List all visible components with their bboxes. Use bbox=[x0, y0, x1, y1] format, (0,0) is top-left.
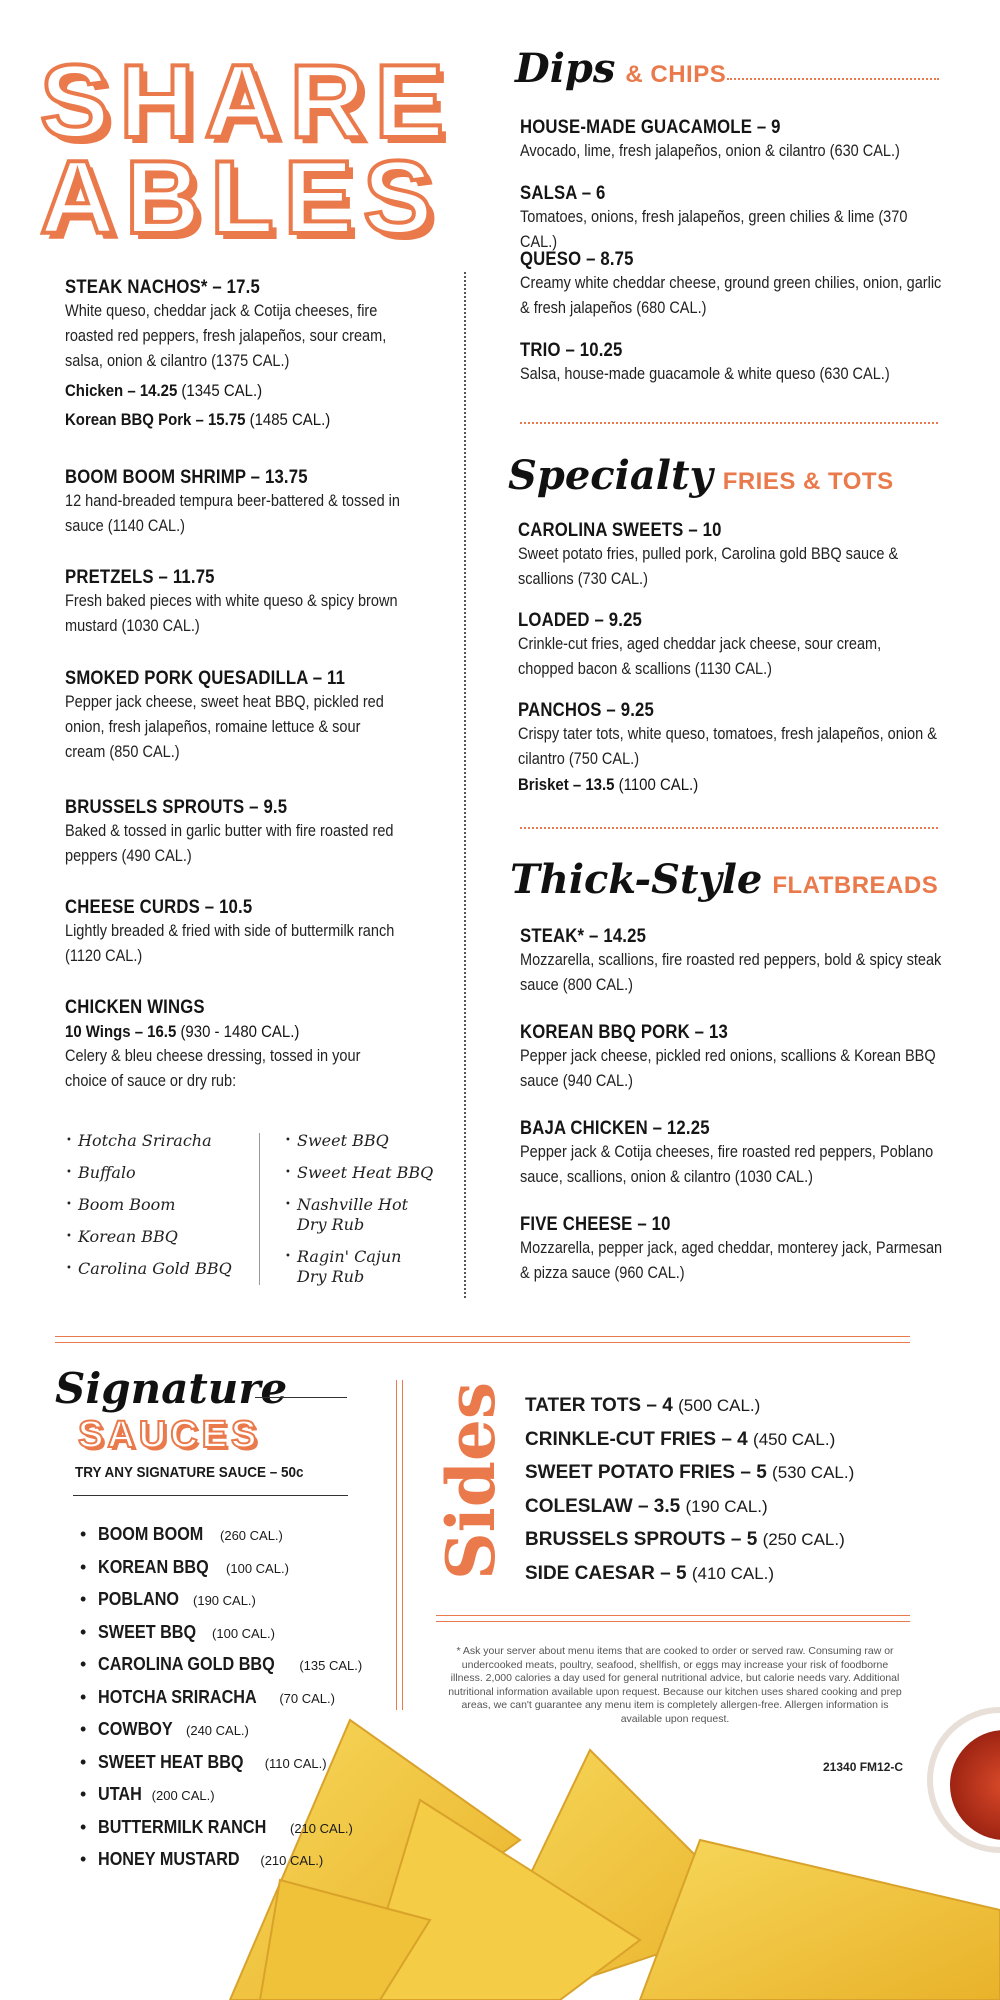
item-variant: Korean BBQ Pork – 15.75 (1485 CAL.) bbox=[65, 410, 331, 429]
item-desc: Crinkle-cut fries, aged cheddar jack cheese, sour cream, chopped bacon & scallions (1130 CAL.) bbox=[518, 635, 882, 678]
heading-caps: & CHIPS bbox=[625, 61, 727, 88]
menu-item-korean-bbq-pork-flatbread bbox=[520, 1022, 945, 1094]
wing-sauce-list-right bbox=[285, 1131, 435, 1299]
item-name: PRETZELS – 11.75 bbox=[65, 567, 215, 588]
wing-sauce-list-left bbox=[66, 1131, 256, 1291]
column-divider bbox=[464, 272, 466, 1298]
sauces-tagline: TRY ANY SIGNATURE SAUCE – 50c bbox=[75, 1464, 304, 1481]
list-item: SIDE CAESAR – 5 (410 CAL.) bbox=[525, 1562, 775, 1584]
list-item: BRUSSELS SPROUTS – 5 (250 CAL.) bbox=[525, 1529, 845, 1550]
item-name: FIVE CHEESE – 10 bbox=[520, 1214, 671, 1235]
item-name: CHEESE CURDS – 10.5 bbox=[65, 897, 253, 918]
menu-item-loaded bbox=[518, 610, 943, 682]
section-divider bbox=[520, 827, 938, 829]
item-desc: Salsa, house-made guacamole & white queso (630 CAL.) bbox=[520, 365, 890, 383]
item-desc: White queso, cheddar jack & Cotija cheeses, fire roasted red peppers, fresh jalapeños, sour cream, salsa, onion & cilantro (1375 CAL.) bbox=[65, 302, 387, 370]
item-name: SMOKED PORK QUESADILLA – 11 bbox=[65, 668, 346, 689]
list-item: COLESLAW – 3.5 (190 CAL.) bbox=[525, 1495, 768, 1517]
sides-divider bbox=[396, 1380, 397, 1710]
item-name: STEAK* – 14.25 bbox=[520, 926, 647, 947]
item-desc: Mozzarella, scallions, fire roasted red peppers, bold & spicy steak sauce (800 CAL.) bbox=[520, 951, 942, 994]
item-name: CHICKEN WINGS bbox=[65, 997, 205, 1018]
heading-rule bbox=[255, 1397, 347, 1398]
heading-rule bbox=[727, 78, 939, 80]
menu-item-chicken-wings bbox=[65, 997, 405, 1094]
list-item: • BOOM BOOM (260 CAL.) bbox=[78, 1519, 362, 1552]
list-item: • HOTCHA SRIRACHA (70 CAL.) bbox=[78, 1682, 362, 1715]
item-desc: Pepper jack cheese, sweet heat BBQ, pickled red onion, fresh jalapeños, romaine lettuce & sour cream (850 CAL.) bbox=[65, 693, 384, 761]
item-name: BOOM BOOM SHRIMP – 13.75 bbox=[65, 467, 308, 488]
item-name: SALSA – 6 bbox=[520, 183, 606, 204]
menu-item-brussels-sprouts bbox=[65, 797, 405, 869]
menu-item-cheese-curds bbox=[65, 897, 405, 969]
item-name: CAROLINA SWEETS – 10 bbox=[518, 520, 722, 541]
item-name: PANCHOS – 9.25 bbox=[518, 700, 654, 721]
list-item: • Carolina Gold BBQ bbox=[66, 1259, 256, 1279]
menu-item-five-cheese-flatbread bbox=[520, 1214, 945, 1286]
menu-item-pretzels bbox=[65, 567, 405, 639]
item-desc: Tomatoes, onions, fresh jalapeños, green chilies & lime (370 CAL.) bbox=[520, 208, 908, 251]
heading-script: Thick-Style bbox=[510, 856, 763, 903]
list-item: • Nashville Hot Dry Rub bbox=[285, 1195, 435, 1235]
sides-title: Sides bbox=[432, 1381, 510, 1580]
heading-rule bbox=[73, 1495, 348, 1496]
item-desc: 12 hand-breaded tempura beer-battered & tossed in sauce (1140 CAL.) bbox=[65, 492, 400, 535]
list-item: • Korean BBQ bbox=[66, 1227, 256, 1247]
list-item: • Sweet Heat BBQ bbox=[285, 1163, 435, 1183]
list-item: • Hotcha Sriracha bbox=[66, 1131, 256, 1151]
menu-item-guacamole bbox=[520, 117, 945, 164]
signature-sauce-list bbox=[78, 1519, 362, 1877]
item-desc: Lightly breaded & fried with side of buttermilk ranch (1120 CAL.) bbox=[65, 922, 395, 965]
menu-item-carolina-sweets bbox=[518, 520, 943, 592]
list-item: • Ragin' Cajun Dry Rub bbox=[285, 1247, 435, 1287]
list-item: • HONEY MUSTARD (210 CAL.) bbox=[78, 1844, 362, 1877]
menu-item-steak-nachos bbox=[65, 277, 405, 432]
item-name: STEAK NACHOS* – 17.5 bbox=[65, 277, 260, 298]
shareables-title-line2: ABLES bbox=[40, 140, 443, 256]
item-desc: Creamy white cheddar cheese, ground green chilies, onion, garlic & fresh jalapeños (680 CAL.) bbox=[520, 274, 942, 317]
section-heading-flatbreads bbox=[510, 856, 938, 903]
item-name: HOUSE-MADE GUACAMOLE – 9 bbox=[520, 117, 781, 138]
menu-item-salsa bbox=[520, 183, 945, 255]
item-name: KOREAN BBQ PORK – 13 bbox=[520, 1022, 728, 1043]
list-item: • Buffalo bbox=[66, 1163, 256, 1183]
disclaimer-rule bbox=[436, 1621, 910, 1622]
heading-caps: FLATBREADS bbox=[772, 872, 939, 899]
menu-item-steak-flatbread bbox=[520, 926, 945, 998]
menu-item-trio bbox=[520, 340, 945, 387]
item-name: LOADED – 9.25 bbox=[518, 610, 643, 631]
menu-code: 21340 FM12-C bbox=[823, 1760, 904, 1774]
menu-item-panchos bbox=[518, 700, 943, 797]
item-desc: Mozzarella, pepper jack, aged cheddar, monterey jack, Parmesan & pizza sauce (960 CAL.) bbox=[520, 1239, 943, 1282]
item-desc: Sweet potato fries, pulled pork, Carolina gold BBQ sauce & scallions (730 CAL.) bbox=[518, 545, 899, 588]
item-desc: Fresh baked pieces with white queso & spicy brown mustard (1030 CAL.) bbox=[65, 592, 398, 635]
item-variant: 10 Wings – 16.5 (930 - 1480 CAL.) bbox=[65, 1022, 300, 1041]
list-item: TATER TOTS – 4 (500 CAL.) bbox=[525, 1395, 761, 1416]
item-name: BRUSSELS SPROUTS – 9.5 bbox=[65, 797, 288, 818]
wing-list-divider bbox=[259, 1133, 260, 1285]
section-divider-top bbox=[55, 1336, 910, 1337]
sides-divider bbox=[402, 1380, 403, 1710]
section-heading-fries bbox=[508, 452, 894, 499]
section-heading-dips bbox=[515, 45, 726, 92]
sides-list bbox=[525, 1389, 854, 1590]
list-item: • SWEET BBQ (100 CAL.) bbox=[78, 1617, 362, 1650]
item-desc: Crispy tater tots, white queso, tomatoes, fresh jalapeños, onion & cilantro (750 CAL.) bbox=[518, 725, 937, 768]
menu-item-smoked-pork-quesadilla bbox=[65, 668, 405, 765]
allergen-disclaimer: * Ask your server about menu items that are cooked to order or served raw. Consuming raw or undercooked meats, poultry, seafood, shellfish, or eggs may increase your risk of foodborne illness. 2,000 calories a day used for general nutritional advice, but calorie needs vary. Additional nutritional information available upon request. Because our kitchen uses shared cooking and prep areas, we can't guarantee any menu item is completely allergen-free. Allergen information is available upon request. bbox=[448, 1645, 902, 1725]
list-item: • UTAH (200 CAL.) bbox=[78, 1779, 362, 1812]
sauces-title: SAUCES bbox=[78, 1414, 261, 1456]
section-divider-top bbox=[55, 1342, 910, 1343]
heading-script: Specialty bbox=[508, 452, 713, 499]
item-desc: Baked & tossed in garlic butter with fire roasted red peppers (490 CAL.) bbox=[65, 822, 394, 865]
item-desc: Pepper jack & Cotija cheeses, fire roasted red peppers, Poblano sauce, scallions, onion & cilantro (1030 CAL.) bbox=[520, 1143, 934, 1186]
list-item: • Sweet BBQ bbox=[285, 1131, 435, 1151]
item-name: BAJA CHICKEN – 12.25 bbox=[520, 1118, 710, 1139]
disclaimer-rule bbox=[436, 1615, 910, 1616]
list-item: SWEET POTATO FRIES – 5 (530 CAL.) bbox=[525, 1462, 855, 1483]
sauces-script-heading: Signature bbox=[55, 1364, 288, 1413]
menu-item-boom-boom-shrimp bbox=[65, 467, 405, 539]
item-desc: Avocado, lime, fresh jalapeños, onion & cilantro (630 CAL.) bbox=[520, 142, 900, 160]
list-item: • SWEET HEAT BBQ (110 CAL.) bbox=[78, 1747, 362, 1780]
list-item: • CAROLINA GOLD BBQ (135 CAL.) bbox=[78, 1649, 362, 1682]
heading-caps: FRIES & TOTS bbox=[722, 468, 894, 495]
list-item: • BUTTERMILK RANCH (210 CAL.) bbox=[78, 1812, 362, 1845]
item-name: QUESO – 8.75 bbox=[520, 249, 634, 270]
list-item: • POBLANO (190 CAL.) bbox=[78, 1584, 362, 1617]
item-name: TRIO – 10.25 bbox=[520, 340, 623, 361]
menu-item-queso bbox=[520, 249, 945, 321]
section-divider bbox=[520, 422, 938, 424]
item-variant: Brisket – 13.5 (1100 CAL.) bbox=[518, 775, 699, 794]
menu-item-baja-chicken-flatbread bbox=[520, 1118, 945, 1190]
heading-script: Dips bbox=[515, 45, 616, 92]
item-variant: Chicken – 14.25 (1345 CAL.) bbox=[65, 381, 263, 400]
shareables-title-line1: SHARE bbox=[40, 44, 455, 160]
list-item: • Boom Boom bbox=[66, 1195, 256, 1215]
list-item: • COWBOY (240 CAL.) bbox=[78, 1714, 362, 1747]
list-item: • KOREAN BBQ (100 CAL.) bbox=[78, 1552, 362, 1585]
list-item: CRINKLE-CUT FRIES – 4 (450 CAL.) bbox=[525, 1428, 836, 1450]
item-desc: Pepper jack cheese, pickled red onions, scallions & Korean BBQ sauce (940 CAL.) bbox=[520, 1047, 936, 1090]
item-desc: Celery & bleu cheese dressing, tossed in your choice of sauce or dry rub: bbox=[65, 1047, 361, 1090]
